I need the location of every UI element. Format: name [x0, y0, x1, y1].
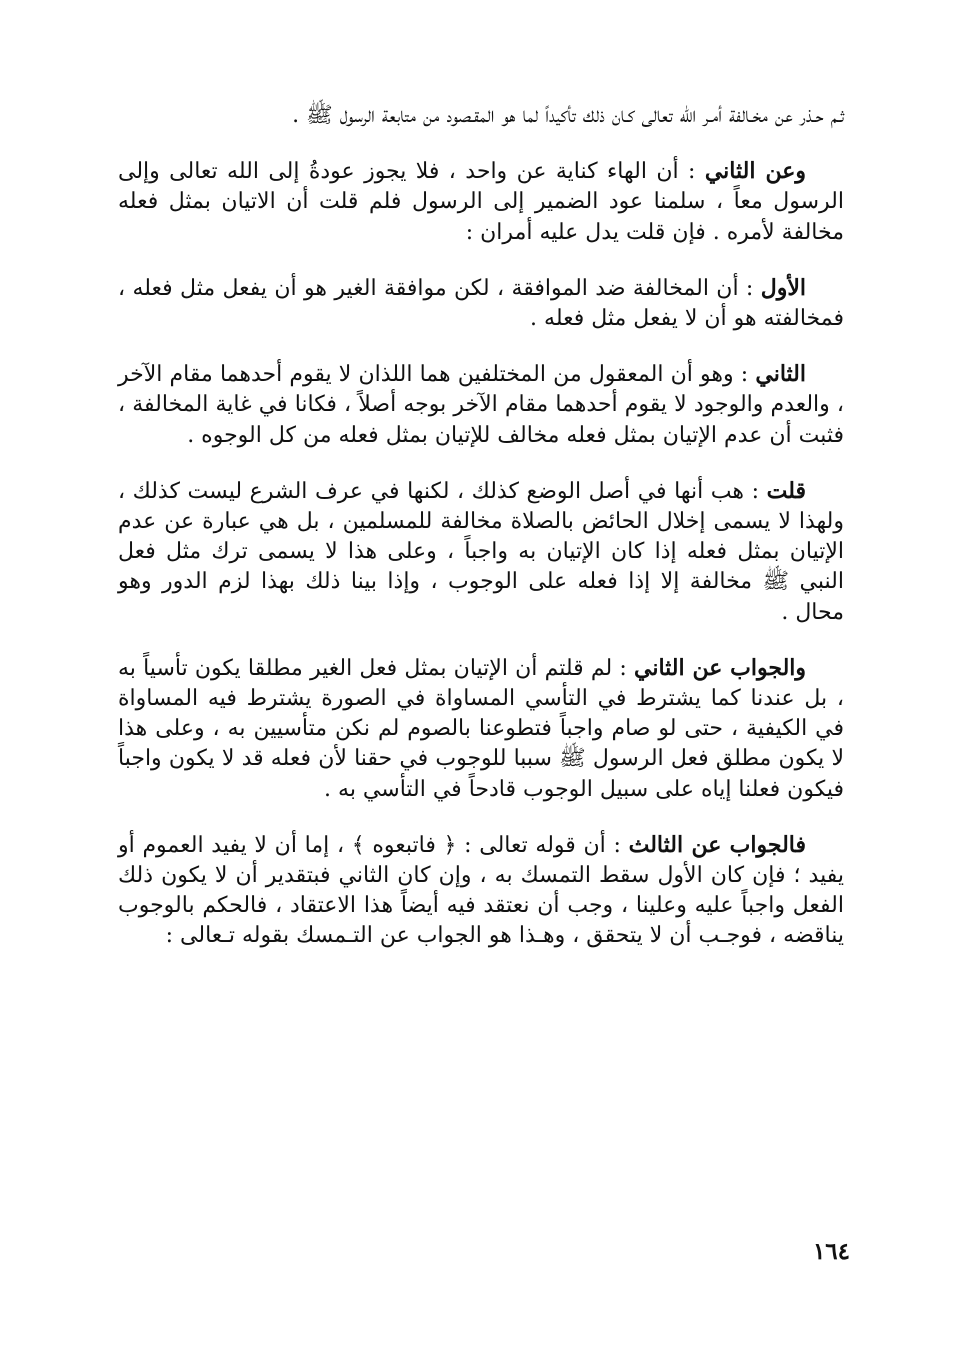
page-number: ١٦٤ — [812, 1238, 850, 1265]
paragraph-lead: وعن الثاني — [704, 158, 806, 185]
paragraph-second-point — [118, 156, 844, 248]
paragraph-text: : أن الهاء كناية عن واحد ، فلا يجوز عودةُ إلى الله تعالى وإلى الرسول معاً ، سلمنا عود الضمير إلى الرسول فلم قلت أن الاتيان بمثل فعله مخالفة لأمره . فإن قلت يدل عليه أمران : — [118, 159, 845, 245]
page-body — [118, 100, 844, 977]
paragraph-text: : أن قوله تعالى : ﴿ فاتبعوه ﴾ ، إما أن لا يفيد العموم أو يفيد ؛ فإن كان الأول سقط التمسك به ، وإن كان الثاني فبتقدير أن لا يكون ذلك الفعل واجباً عليه وعلينا ، وجب أن نعتقد فيه أيضاً هذا الاعتقاد ، فالحكم بالوجوب يناقضه ، فوجـب أن لا يتحقق ، وهـذا هو الجواب عن التـمسك بقوله تـعالى : — [118, 832, 844, 949]
paragraph-lead: الأول — [760, 274, 806, 301]
paragraph-answer-third — [118, 830, 844, 952]
paragraph-text: : هب أنها في أصل الوضع كذلك ، لكنها في عرف الشرع ليست كذلك ، ولهذا لا يسمى إخلال الحائض بالصلاة مخالفة للمسلمين ، بل هي عبارة عن عدم الإتيان بمثل فعله إذا كان الإتيان به واجباً ، وعلى هذا لا يسمى ترك مثل فعل النبي ﷺ مخالفة إلا إذا فعله على الوجوب ، وإذا بينا ذلك بهذا لزم الدور وهو محال . — [118, 478, 844, 625]
paragraph-text: : لم قلتم أن الإتيان بمثل فعل الغير مطلقا يكون تأسياً به ، بل عندنا كما يشترط في التأسي المساواة في الصورة يشترط فيه المساواة في الكيفية ، حتى لو صام واجباً فتطوعنا بالصوم لم نكن متأسيين به ، وعلى هذا لا يكون مطلق فعل الرسول ﷺ سببا للوجوب في حقنا لأن فعله قد لا يكون واجباً فيكون فعلنا إياه على سبيل الوجوب قادحاً في التأسي به . — [118, 655, 844, 802]
paragraph-text: : أن المخالفة ضد الموافقة ، لكن موافقة الغير هو أن يفعل مثل فعله ، فمخالفته هو أن لا يفعل مثل فعله . — [118, 275, 844, 332]
paragraph-text: : وهو أن المعقول من المختلفين هما اللذان لا يقوم أحدهما مقام الآخر ، والعدم والوجود لا يقوم أحدهما مقام الآخر بوجه أصلاً ، فكانا في غاية المخالفة ، فثبت أن عدم الإتيان بمثل فعله مخالف للإتيان بمثل فعله من كل الوجوه . — [118, 362, 844, 448]
paragraph-lead: الثاني — [755, 361, 806, 388]
paragraph-answer-second — [118, 653, 844, 805]
paragraph-lead: فالجواب عن الثالث — [628, 831, 806, 858]
paragraph-intro — [118, 100, 844, 131]
paragraph-lead: قلت — [766, 477, 806, 504]
paragraph-text: ثـم حـذر عن مخـالفة أمـر الله تعالى كـان ذلك تأكيداً لما هو المقـصود من متابعة الرسول ﷺ . — [292, 103, 844, 128]
paragraph-first-matter — [118, 273, 844, 334]
paragraph-lead: والجواب عن الثاني — [633, 654, 807, 681]
paragraph-reply — [118, 476, 844, 628]
paragraph-second-matter — [118, 359, 844, 451]
